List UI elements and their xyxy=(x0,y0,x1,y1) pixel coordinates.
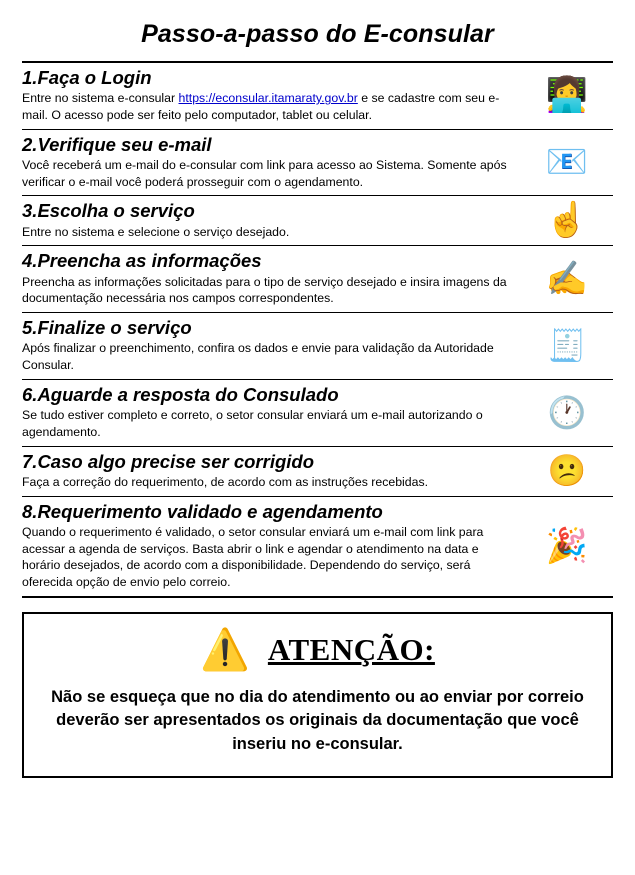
step-text xyxy=(22,200,521,240)
step-heading-text: Faça o Login xyxy=(37,67,152,88)
step-number: 4. xyxy=(22,250,38,272)
step-heading xyxy=(22,134,513,155)
step-text xyxy=(22,250,521,307)
step-text xyxy=(22,134,521,191)
step-body: Após finalizar o preenchimento, confira os dados e envie para validação da Autoridade Consular. xyxy=(22,341,494,373)
list-item xyxy=(22,313,613,380)
list-item xyxy=(22,380,613,447)
party-popper-icon: 🎉 xyxy=(545,526,589,565)
step-heading-text: Escolha o serviço xyxy=(37,200,195,222)
step-number: 3. xyxy=(22,200,38,222)
attention-notice xyxy=(22,612,613,778)
notice-body: Não se esqueça que no dia do atendimento ou ao enviar por correio deverão ser apresentados os originais da documentação que você inseriu no e-consular. xyxy=(51,687,584,753)
list-item xyxy=(22,196,613,246)
receipt-document-icon: 🧾 xyxy=(547,327,587,363)
step-heading xyxy=(22,384,513,405)
steps-list xyxy=(22,61,613,598)
step-body: Entre no sistema e selecione o serviço desejado. xyxy=(22,224,290,239)
notice-title: ATENÇÃO: xyxy=(267,631,435,667)
step-number: 7. xyxy=(22,450,38,472)
step-heading-text: Aguarde a resposta do Consulado xyxy=(37,383,339,405)
step-heading-text: Requerimento validado e agendamento xyxy=(37,500,383,522)
clock-icon: 🕐 xyxy=(547,394,587,430)
step-heading-text: Verifique seu e-mail xyxy=(37,133,212,155)
step-heading xyxy=(22,250,513,271)
step-text xyxy=(22,67,521,124)
step-heading xyxy=(22,200,513,221)
step-heading-text: Preencha as informações xyxy=(37,250,262,272)
econsular-link[interactable]: https://econsular.itamaraty.gov.br xyxy=(178,91,358,106)
step-heading xyxy=(22,501,513,522)
list-item xyxy=(22,63,613,130)
writing-hand-icon: ✍️ xyxy=(545,259,589,298)
step-heading xyxy=(22,451,513,472)
step-number: 5. xyxy=(22,317,38,339)
step-heading xyxy=(22,67,513,88)
step-body: Quando o requerimento é validado, o setor consular enviará um e-mail com link para acessar a agenda de serviços. Basta abrir o link e agendar o atendimento na data e horário desejados, de acordo com a disponibilidade. Dependendo do serviço, será oferecida opção de envio pelo correio. xyxy=(22,524,484,589)
list-item xyxy=(22,447,613,497)
warning-icon: ⚠️ xyxy=(200,627,250,672)
step-text xyxy=(22,501,521,591)
step-number: 1. xyxy=(22,67,38,88)
step-heading-text: Caso algo precise ser corrigido xyxy=(37,450,315,472)
step-body-after-link: e se cadastre com seu e- mail. O acesso pode ser feito pelo computador, tablet ou celular. xyxy=(22,91,500,122)
step-body: Você receberá um e-mail do e-consular com link para acesso ao Sistema. Somente após verificar o e-mail você poderá prosseguir com o agendamento. xyxy=(22,157,507,189)
list-item xyxy=(22,497,613,596)
woman-technologist-icon: 👩‍💻 xyxy=(545,76,589,115)
list-item xyxy=(22,130,613,197)
step-body xyxy=(22,90,513,123)
step-body-before-link: Entre no sistema e-consular xyxy=(22,91,179,106)
step-text xyxy=(22,317,521,374)
step-body: Se tudo estiver completo e correto, o setor consular enviará um e-mail autorizando o agendamento. xyxy=(22,408,483,439)
step-number: 6. xyxy=(22,383,38,405)
step-text xyxy=(22,384,521,441)
pointing-up-hand-icon: ☝️ xyxy=(545,201,589,240)
list-item xyxy=(22,246,613,313)
step-heading-text: Finalize o serviço xyxy=(37,317,192,339)
notice-header xyxy=(42,627,593,672)
step-number: 2. xyxy=(22,133,38,155)
step-number: 8. xyxy=(22,500,38,522)
confused-face-icon: 😕 xyxy=(547,453,587,489)
step-body: Preencha as informações solicitadas para o tipo de serviço desejado e insira imagens da documentação necessária nos campos correspondentes. xyxy=(22,274,507,306)
email-icon: 📧 xyxy=(545,143,589,182)
step-body: Faça a correção do requerimento, de acordo com as instruções recebidas. xyxy=(22,474,429,489)
step-heading xyxy=(22,317,513,338)
page-title: Passo-a-passo do E-consular xyxy=(141,20,494,48)
step-text xyxy=(22,451,521,491)
